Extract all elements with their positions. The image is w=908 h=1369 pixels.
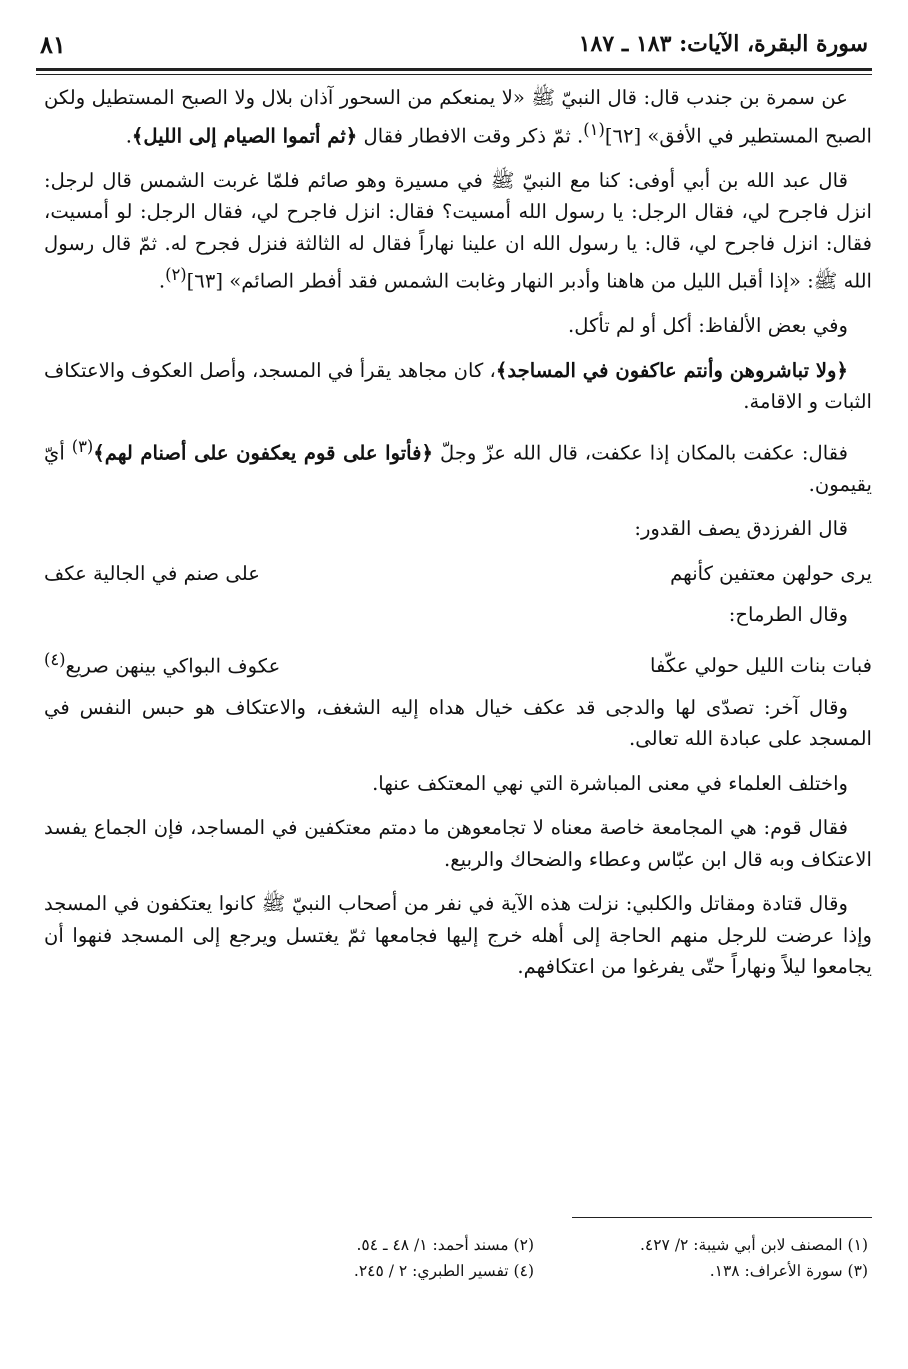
header-rule: [36, 68, 872, 75]
text-run: .: [158, 269, 166, 293]
footnote: [200, 1258, 534, 1284]
paragraph: [44, 513, 872, 545]
footnote-text: سورة الأعراف: ١٣٨.: [709, 1262, 843, 1280]
footnote-marker: (٢): [165, 265, 187, 285]
text-run: عن سمرة بن جندب قال: قال النبيّ ﷺ «لا يمنعكم من السحور آذان بلال ولا الصبح المستطيل ولكن الصبح المستطير في الأفق» [٦٢]: [44, 86, 872, 148]
text-run: واختلف العلماء في معنى المباشرة التي نهي المعتكف عنها.: [372, 771, 848, 795]
running-title: سورة البقرة، الآيات: ١٨٣ ـ ١٨٧: [578, 31, 868, 57]
verse-hemistich-left: [44, 644, 280, 682]
footnote-marker: (٣): [71, 436, 94, 456]
footnote-text: مسند أحمد: ١/ ٤٨ ـ ٥٤.: [356, 1236, 509, 1254]
paragraph: [44, 165, 872, 298]
text-run: قال الفرزدق يصف القدور:: [634, 517, 848, 541]
footnote-text: المصنف لابن أبي شيبة: ٢/ ٤٢٧.: [639, 1236, 843, 1254]
footnote-rule: [572, 1217, 872, 1218]
paragraph: [44, 692, 872, 755]
text-run: . ثمّ ذكر وقت الافطار فقال: [357, 124, 584, 148]
footnote-number: (٤): [513, 1262, 534, 1280]
quran-quote: ﴿ثم أتموا الصيام إلى الليل﴾: [131, 124, 358, 148]
quran-quote: ﴿ولا تباشروهن وأنتم عاكفون في المساجد﴾: [495, 358, 848, 382]
footnote-marker: (١): [583, 119, 605, 139]
paragraph: [44, 812, 872, 875]
main-text: [44, 82, 872, 996]
poetry-verse-1: [44, 558, 872, 590]
footnote-number: (٣): [847, 1262, 868, 1280]
quran-quote: ﴿فأتوا على قوم يعكفون على أصنام لهم﴾: [93, 441, 433, 465]
footnote-marker: (٤): [44, 649, 66, 669]
paragraph: [44, 310, 872, 342]
text-run: قال عبد الله بن أبي أوفى: كنا مع النبيّ ﷺ في مسيرة وهو صائم فلمّا غربت الشمس قال لرجل: انزل فاجرح لي، فقال الرجل: يا رسول الله أمسيت؟ فقال: انزل فاجرح لي، فقال الرجل: لو أمسيت، فقال: انزل فاجرح لي، قال: يا رسول الله ان علينا نهاراً فقال له الثالثة فنزل فجرح له. ثمّ قال رسول الله ﷺ: «إذا أقبل الليل من هاهنا وأدبر النهار وغابت الشمس فقد أفطر الصائم» [٦٣]: [44, 168, 872, 293]
text-run: .: [125, 124, 132, 148]
paragraph: [44, 888, 872, 983]
footnote-number: (٢): [513, 1236, 534, 1254]
text-run: فقال قوم: هي المجامعة خاصة معناه لا تجامعوهن ما دمتم معتكفين في المساجد، فإن الجماع يفسد الاعتكاف وبه قال ابن عبّاس وعطاء والضحاك والربيع.: [44, 816, 872, 871]
footnotes: [200, 1232, 868, 1284]
paragraph-group-1: [44, 82, 872, 545]
footnote-row: [200, 1232, 868, 1258]
paragraph: [44, 768, 872, 800]
paragraph: [44, 82, 872, 152]
footnote: [534, 1258, 868, 1284]
footnote-text: تفسير الطبري: ٢ / ٢٤٥.: [353, 1262, 509, 1280]
text-run: وقال قتادة ومقاتل والكلبي: نزلت هذه الآية في نفر من أصحاب النبيّ ﷺ كانوا يعتكفون في المسجد وإذا عرضت للرجل منهم الحاجة إلى أهله خرج إليها فجامعها ثمّ يغتسل ويرجع إلى المسجد فنهوا أن يجامعوا ليلاً ونهاراً حتّى يفرغوا من اعتكافهم.: [44, 892, 872, 979]
verse-hemistich-right: يرى حولهن معتفين كأنهم: [670, 561, 872, 585]
text-run: وقال آخر: تصدّى لها والدجى قد عكف خيال هداه إليه الشغف، والاعتكاف هو حبس النفس في المسجد على عبادة الله تعالى.: [44, 695, 872, 751]
text-run: أيّ يقيمون.: [44, 441, 872, 496]
paragraph: [44, 355, 872, 418]
verse-hemistich-left: على صنم في الجالية عكف: [44, 561, 260, 585]
poet-intro: وقال الطرماح:: [728, 603, 848, 627]
text-run: فقال: عكفت بالمكان إذا عكفت، قال الله عزّ وجلّ: [433, 441, 848, 465]
footnote-row: [200, 1258, 868, 1284]
paragraph-group-2: [44, 692, 872, 983]
verse-hemistich-right: فبات بنات الليل حولي عكّفا: [650, 654, 872, 678]
page-number: ٨١: [40, 29, 66, 59]
text-run: وفي بعض الألفاظ: أكل أو لم تأكل.: [568, 314, 848, 338]
footnote: [534, 1232, 868, 1258]
footnote-number: (١): [847, 1236, 868, 1254]
text-run: ، كان مجاهد يقرأ في المسجد، وأصل العكوف والاعتكاف الثبات و الاقامة.: [44, 358, 872, 414]
footnote: [200, 1232, 534, 1258]
verse-text: عكوف البواكي بينهن صريع: [65, 654, 281, 678]
paragraph: [44, 431, 872, 501]
page-header: [40, 26, 868, 62]
poetry-verse-2: [44, 644, 872, 682]
